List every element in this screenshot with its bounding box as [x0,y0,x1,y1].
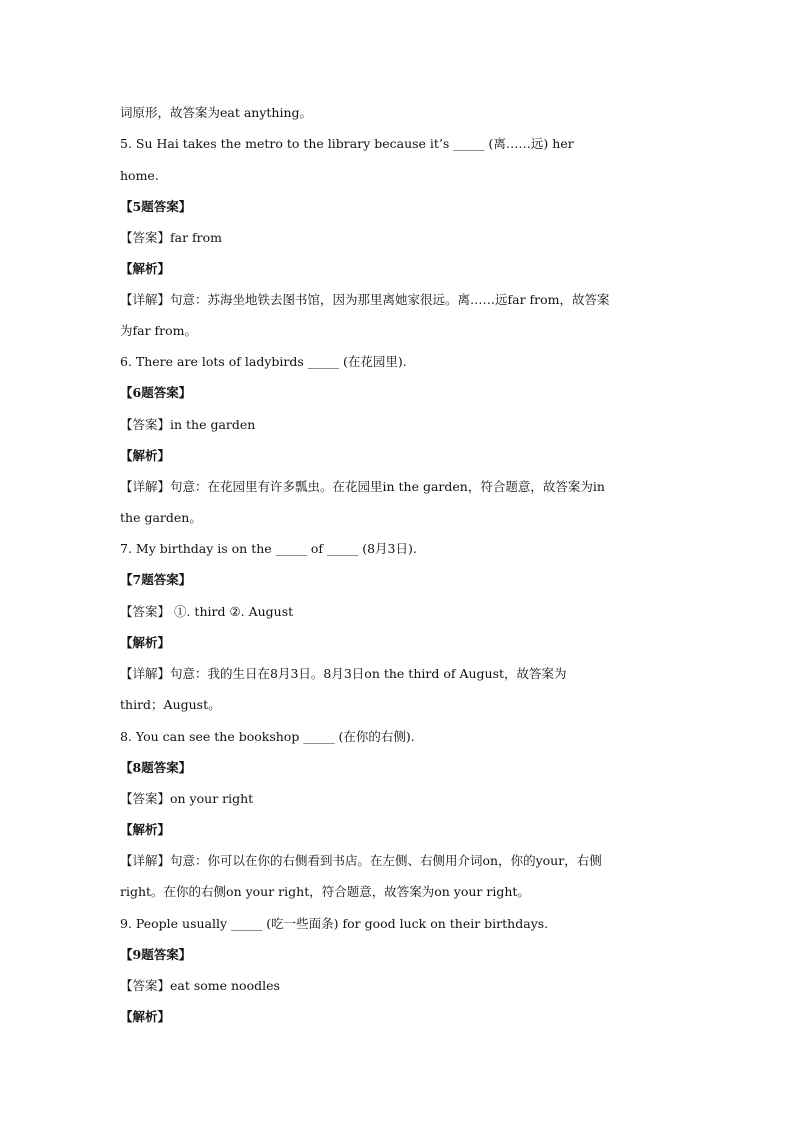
answer-7-heading: 【7题答案】 [120,572,192,587]
explanation-6-continued: the garden。 [120,510,202,525]
analysis-9-heading: 【解析】 [120,1009,171,1024]
answer-7: 【答案】 ①. third ②. August [120,604,294,619]
question-9: 9. People usually _____ (吃一些面条) for good luck on their birthdays. [120,916,549,931]
analysis-5-heading: 【解析】 [120,261,171,276]
question-6: 6. There are lots of ladybirds _____ (在花园里). [120,354,407,369]
answer-6: 【答案】in the garden [120,417,256,432]
explanation-8-continued: right。在你的右侧on your right，符合题意，故答案为on your right。 [120,884,530,899]
explanation-6: 【详解】句意：在花园里有许多瓢虫。在花园里in the garden，符合题意，故答案为in [120,479,605,494]
explanation-7: 【详解】句意：我的生日在8月3日。8月3日on the third of August，故答案为 [120,666,567,681]
question-8: 8. You can see the bookshop _____ (在你的右侧). [120,729,415,744]
answer-9: 【答案】eat some noodles [120,978,280,993]
explanation-8: 【详解】句意：你可以在你的右侧看到书店。在左侧、右侧用介词on，你的your，右侧 [120,853,602,868]
question-5: 5. Su Hai takes the metro to the library because it’s _____ (离……远) her [120,136,574,151]
explanation-5-continued: 为far from。 [120,323,198,338]
explanation-7-continued: third；August。 [120,697,221,712]
answer-8-heading: 【8题答案】 [120,760,192,775]
analysis-7-heading: 【解析】 [120,635,171,650]
explanation-5: 【详解】句意：苏海坐地铁去图书馆，因为那里离她家很远。离……远far from，故答案 [120,292,610,307]
answer-9-heading: 【9题答案】 [120,947,192,962]
answer-6-heading: 【6题答案】 [120,385,192,400]
answer-5: 【答案】far from [120,230,223,245]
analysis-6-heading: 【解析】 [120,448,171,463]
answer-5-heading: 【5题答案】 [120,199,192,214]
answer-8: 【答案】on your right [120,791,254,806]
text-line-continuation: 词原形，故答案为eat anything。 [120,105,313,120]
analysis-8-heading: 【解析】 [120,822,171,837]
question-5-continued: home. [120,168,159,183]
question-7: 7. My birthday is on the _____ of _____ (8月3日). [120,541,417,556]
